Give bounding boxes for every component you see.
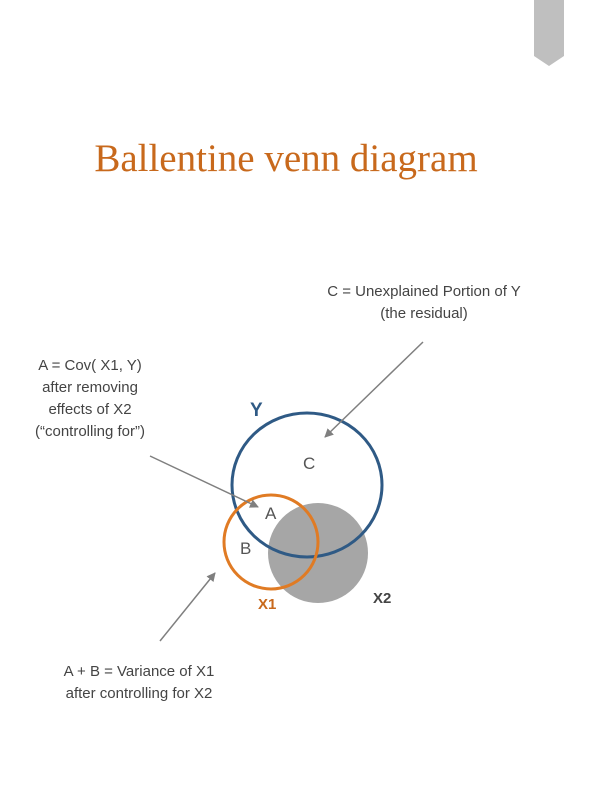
note-c-line-1: C = Unexplained Portion of Y (327, 283, 521, 300)
page-title: Ballentine venn diagram (94, 137, 478, 180)
note-a-line-3: effects of X2 (48, 401, 132, 418)
note-a-line-4: (“controlling for”) (34, 423, 146, 440)
arrow-to-a (150, 456, 258, 507)
region-b-label: B (240, 539, 252, 558)
region-c-label: C (303, 454, 316, 473)
arrow-to-b (160, 573, 215, 641)
note-ab-line-2: after controlling for X2 (65, 685, 213, 702)
note-a-line-2: after removing (42, 379, 138, 396)
region-a-label: A (265, 504, 277, 523)
note-ab-line-1: A + B = Variance of X1 (63, 663, 215, 680)
note-c-line-2: (the residual) (380, 305, 468, 322)
arrow-to-c (325, 342, 423, 437)
x1-circle-label: X1 (258, 596, 277, 613)
note-a-line-1: A = Cov( X1, Y) (38, 357, 142, 374)
x2-circle-label: X2 (373, 590, 392, 607)
y-circle-label: Y (250, 400, 263, 421)
